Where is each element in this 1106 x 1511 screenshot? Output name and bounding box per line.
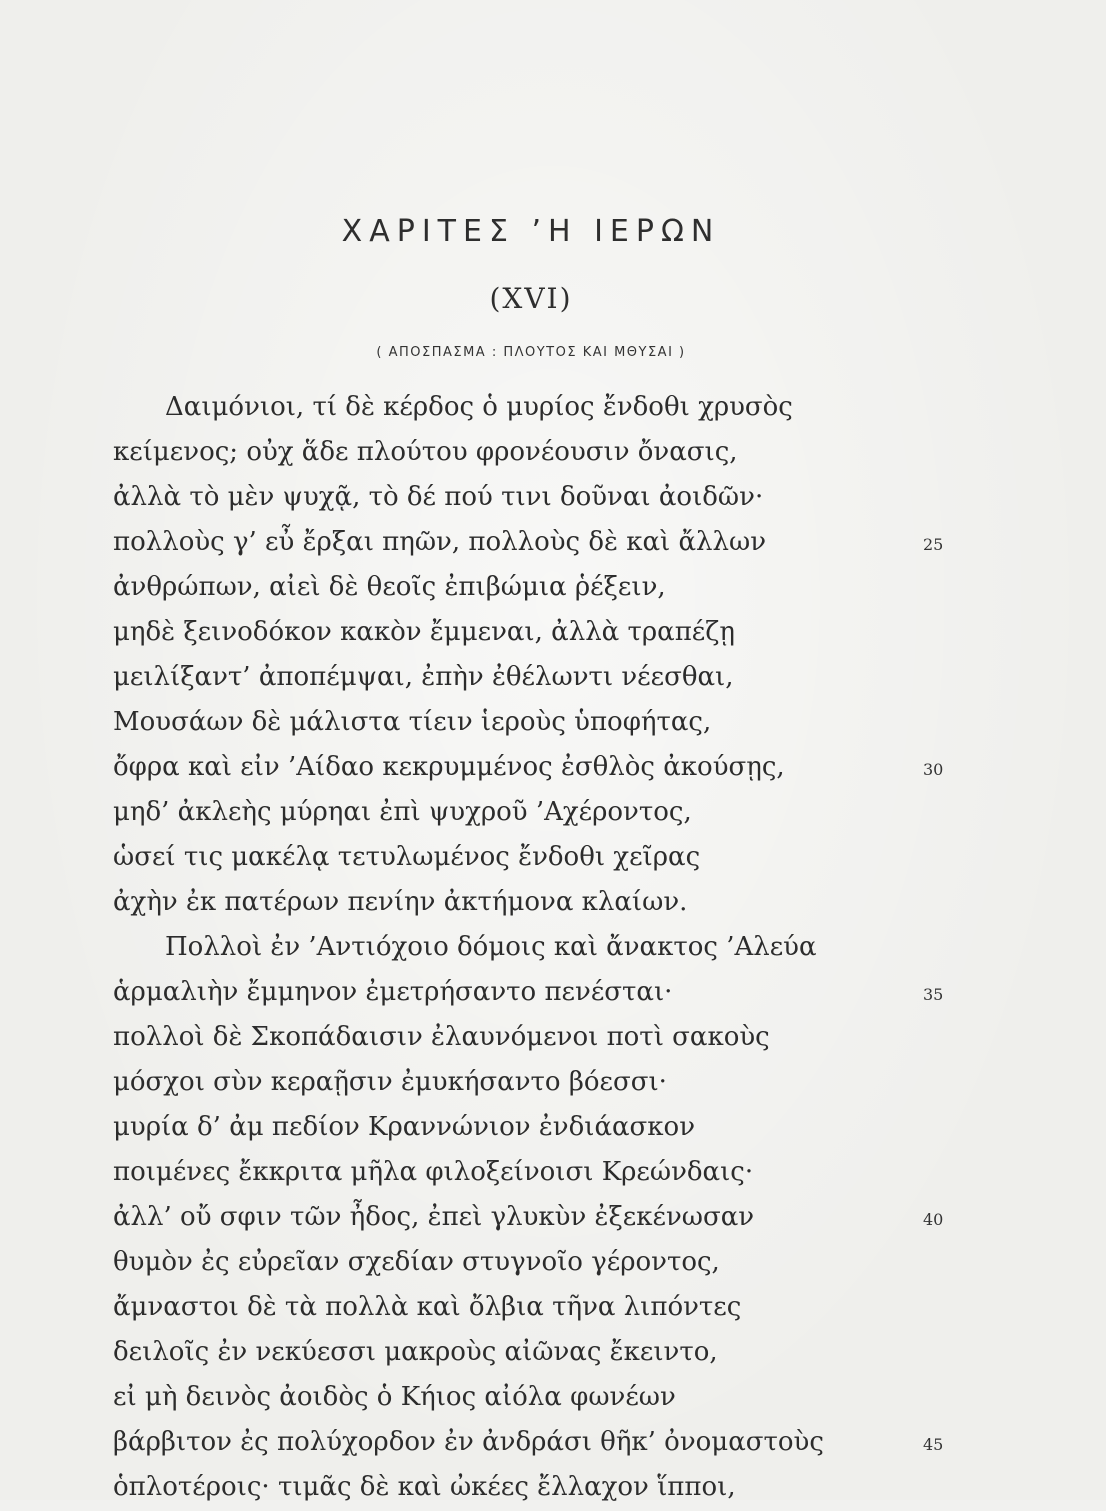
verse-line: μηδὲ ξεινοδόκον κακὸν ἔμμεναι, ἀλλὰ τραπέζῃ <box>113 617 735 647</box>
verse-line: ἀλλ’ οὔ σφιν τῶν ἦδος, ἐπεὶ γλυκὺν ἐξεκένωσαν <box>113 1202 755 1232</box>
verse-line: ἀνθρώπων, αἰεὶ δὲ θεοῖς ἐπιβώμια ῥέξειν, <box>113 572 666 602</box>
verse-line: ὡσεί τις μακέλᾳ τετυλωμένος ἔνδοθι χεῖρας <box>113 842 701 872</box>
verse-line: Πολλοὶ ἐν ’Αντιόχοιο δόμοις καὶ ἄνακτος ’Αλεύα <box>165 932 817 962</box>
verse-line: πολλοὶ δὲ Σκοπάδαισιν ἐλαυνόμενοι ποτὶ σακοὺς <box>113 1022 770 1052</box>
line-number: 25 <box>923 535 944 554</box>
verse-line: μόσχοι σὺν κεραῇσιν ἐμυκήσαντο βόεσσι· <box>113 1067 667 1097</box>
verse-line: ἁρμαλιὴν ἔμμηνον ἐμετρήσαντο πενέσται· <box>113 977 673 1007</box>
verse-line: κείμενος; οὐχ ἅδε πλούτου φρονέουσιν ὄνασις, <box>113 437 738 467</box>
line-number: 40 <box>923 1210 944 1229</box>
verse-line: ἄμναστοι δὲ τὰ πολλὰ καὶ ὄλβια τῆνα λιπόντες <box>113 1292 742 1322</box>
verse-line: Δαιμόνιοι, τί δὲ κέρδος ὁ μυρίος ἔνδοθι χρυσὸς <box>165 392 793 422</box>
verse-line: ἀχὴν ἐκ πατέρων πενίην ἀκτήμονα κλαίων. <box>113 887 688 917</box>
line-number: 30 <box>923 760 944 779</box>
poem-number: (XVI) <box>489 282 573 315</box>
poem-title: ΧΑΡΙΤΕΣ ’Η ΙΕΡΩΝ <box>341 214 721 249</box>
verse-line: εἰ μὴ δεινὸς ἀοιδὸς ὁ Κήιος αἰόλα φωνέων <box>113 1382 676 1412</box>
verse-line: μηδ’ ἀκλεὴς μύρηαι ἐπὶ ψυχροῦ ’Αχέροντος, <box>113 797 692 827</box>
poem-subtitle: ( ΑΠΟΣΠΑΣΜΑ : ΠΛΟΥΤΟΣ ΚΑΙ ΜΘΥΣΑΙ ) <box>376 345 686 360</box>
verse-line: θυμὸν ἐς εὐρεῖαν σχεδίαν στυγνοῖο γέροντος, <box>113 1247 720 1277</box>
verse-line: πολλοὺς γ’ εὖ ἔρξαι πηῶν, πολλοὺς δὲ καὶ ἄλλων <box>113 527 767 557</box>
verse-line: μυρία δ’ ἀμ πεδίον Κραννώνιον ἐνδιάασκον <box>113 1112 696 1142</box>
verse-line: δειλοῖς ἐν νεκύεσσι μακροὺς αἰῶνας ἔκειντο, <box>113 1337 718 1367</box>
verse-line: ὄφρα καὶ εἰν ’Αίδαο κεκρυμμένος ἐσθλὸς ἀκούσῃς, <box>113 752 785 782</box>
line-number: 45 <box>923 1435 944 1454</box>
verse-line: Μουσάων δὲ μάλιστα τίειν ἱεροὺς ὑποφήτας, <box>113 707 712 737</box>
line-number: 35 <box>923 985 944 1004</box>
verse-line: μειλίξαντ’ ἀποπέμψαι, ἐπὴν ἐθέλωντι νέεσθαι, <box>113 662 734 692</box>
verse-line: ποιμένες ἔκκριτα μῆλα φιλοξείνοισι Κρεώνδαις· <box>113 1157 754 1187</box>
verse-line: ἀλλὰ τὸ μὲν ψυχᾷ, τὸ δέ πού τινι δοῦναι ἀοιδῶν· <box>113 482 764 512</box>
verse-line: ὁπλοτέροις· τιμᾶς δὲ καὶ ὠκέες ἔλλαχον ἵπποι, <box>113 1472 736 1502</box>
verse-line: βάρβιτον ἐς πολύχορδον ἐν ἀνδράσι θῆκ’ ὀνομαστοὺς <box>113 1427 824 1457</box>
